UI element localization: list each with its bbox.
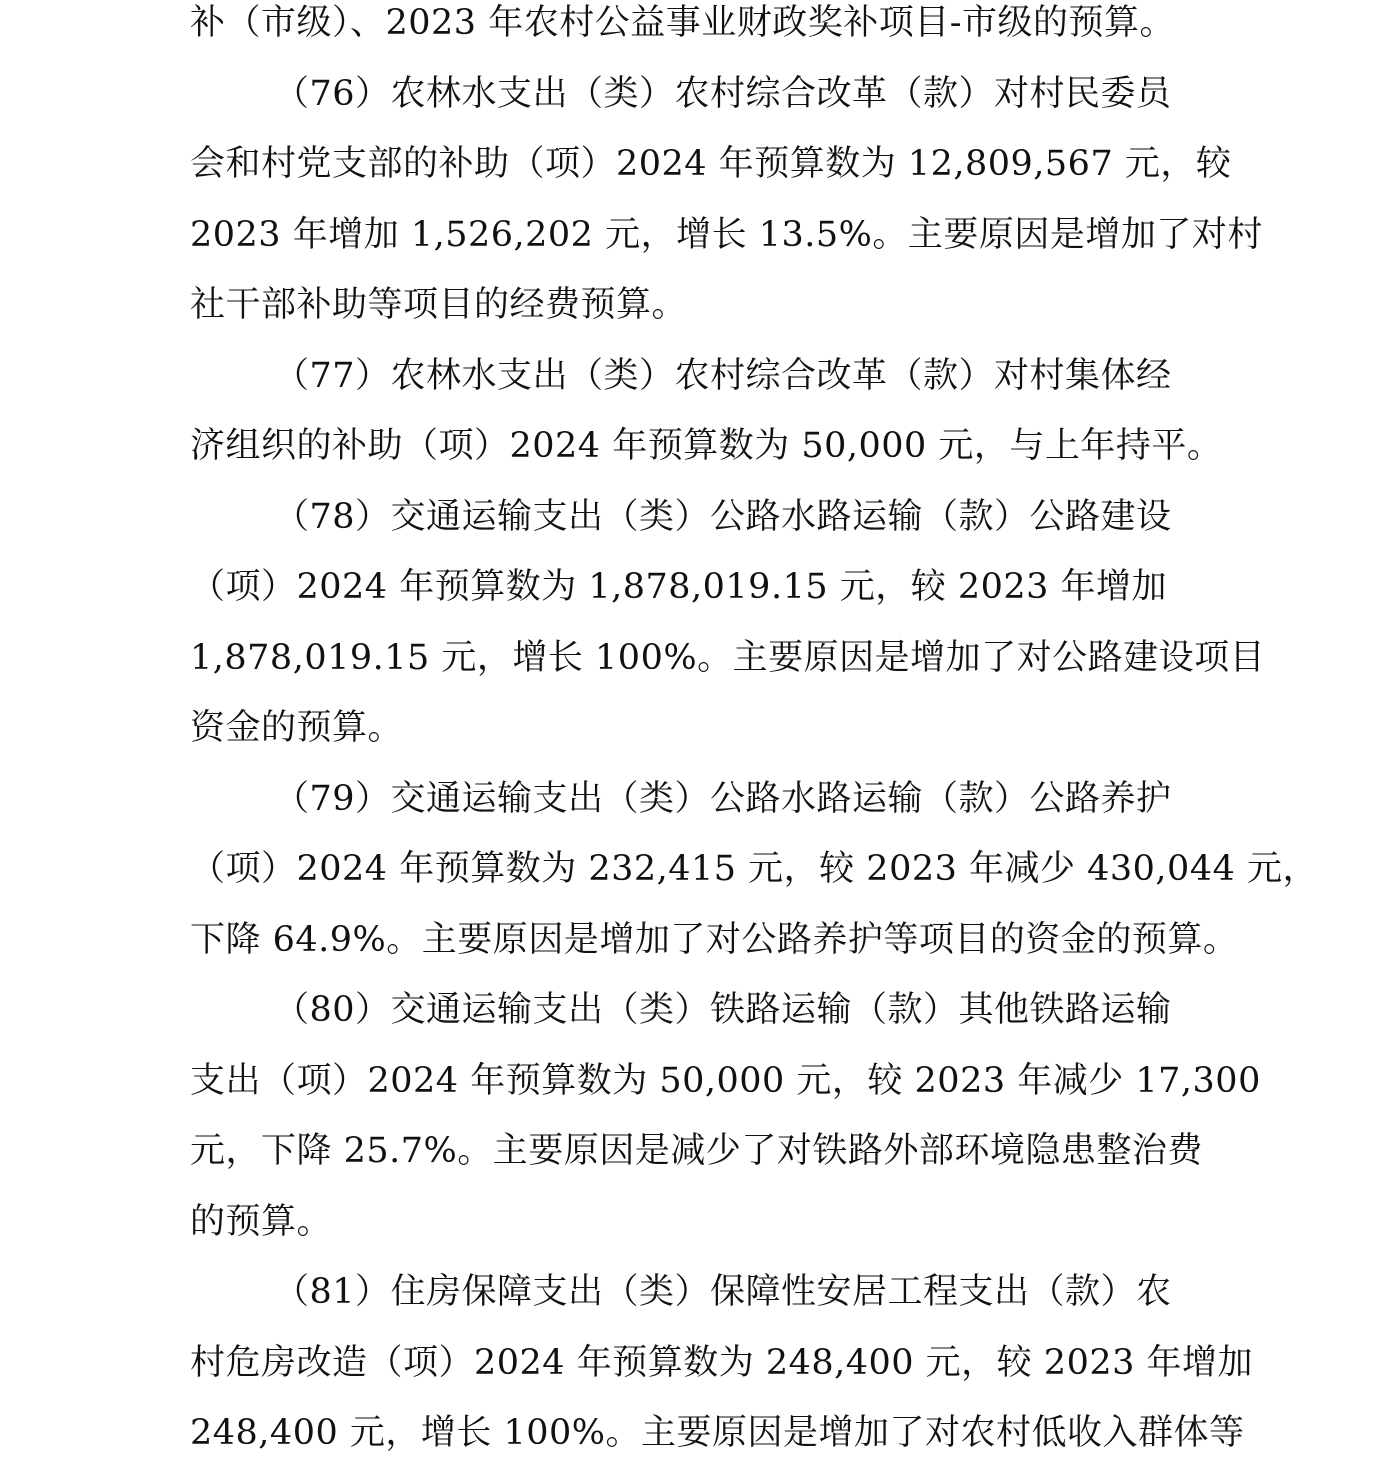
text-line: 的预算。: [190, 1201, 333, 1242]
paragraph-78-start: （78）交通运输支出（类）公路水路运输（款）公路建设: [274, 496, 1172, 537]
text-line: 会和村党支部的补助（项）2024 年预算数为 12,809,567 元，较: [190, 144, 1232, 184]
document-page: [190, 0, 1318, 1469]
text-line: 2023 年增加 1,526,202 元，增长 13.5%。主要原因是增加了对村: [190, 214, 1263, 255]
text-line: 元，下降 25.7%。主要原因是减少了对铁路外部环境隐患整治费: [190, 1131, 1203, 1171]
text-line: （项）2024 年预算数为 232,415 元，较 2023 年减少 430,044 元，: [190, 849, 1318, 889]
text-line: 支出（项）2024 年预算数为 50,000 元，较 2023 年减少 17,300: [190, 1060, 1261, 1101]
text-line: 资金的预算。: [190, 708, 404, 748]
paragraph-79-start: （79）交通运输支出（类）公路水路运输（款）公路养护: [274, 778, 1172, 819]
paragraph-80-start: （80）交通运输支出（类）铁路运输（款）其他铁路运输: [274, 990, 1172, 1030]
text-line: （项）2024 年预算数为 1,878,019.15 元，较 2023 年增加: [190, 567, 1168, 607]
text-line: 补（市级）、2023 年农村公益事业财政奖补项目-市级的预算。: [190, 3, 1176, 43]
text-line: 村危房改造（项）2024 年预算数为 248,400 元，较 2023 年增加: [190, 1342, 1254, 1383]
text-line: 下降 64.9%。主要原因是增加了对公路养护等项目的资金的预算。: [190, 919, 1239, 960]
text-line: 1,878,019.15 元，增长 100%。主要原因是增加了对公路建设项目: [190, 637, 1266, 678]
paragraph-81-start: （81）住房保障支出（类）保障性安居工程支出（款）农: [274, 1272, 1172, 1312]
paragraph-76-start: （76）农林水支出（类）农村综合改革（款）对村民委员: [274, 73, 1172, 114]
text-line: 社干部补助等项目的经费预算。: [190, 285, 688, 325]
paragraph-77-start: （77）农林水支出（类）农村综合改革（款）对村集体经: [274, 355, 1172, 396]
text-line: 济组织的补助（项）2024 年预算数为 50,000 元，与上年持平。: [190, 426, 1223, 466]
text-line: 248,400 元，增长 100%。主要原因是增加了对农村低收入群体等: [190, 1413, 1245, 1453]
